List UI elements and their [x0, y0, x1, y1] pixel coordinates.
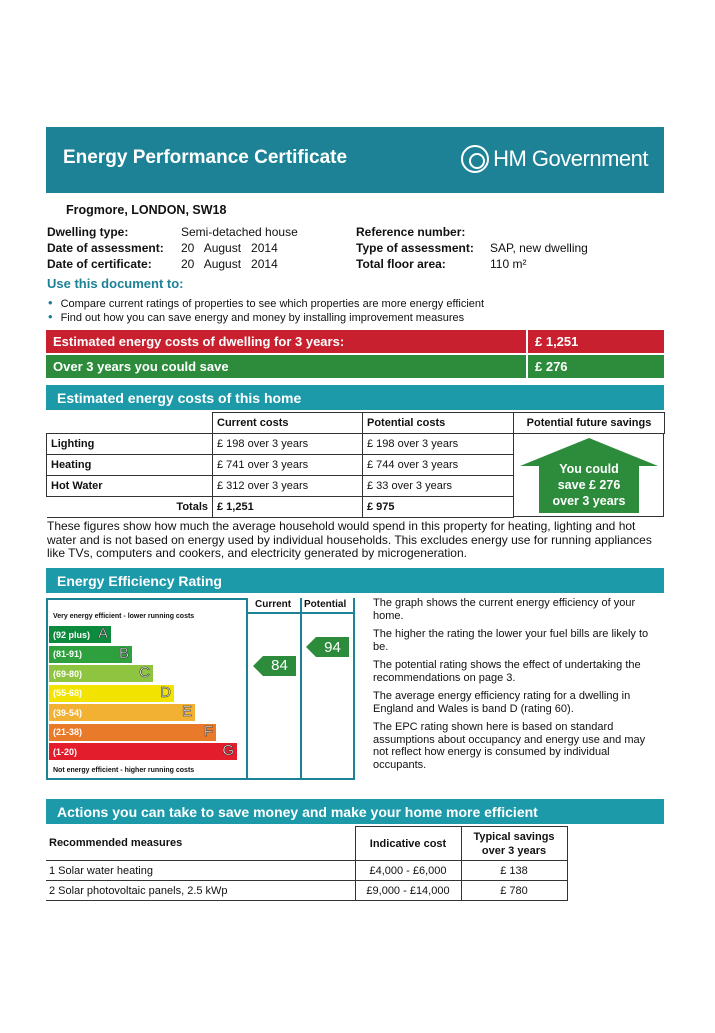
save-bar-label: Over 3 years you could save — [46, 355, 526, 378]
type-assessment-value: SAP, new dwelling — [490, 241, 588, 255]
col-potential-head: Potential — [304, 599, 347, 610]
rating-band-range: (21-38) — [53, 727, 83, 737]
use-bullet: • Find out how you can save energy and money by installing improvement measures — [48, 309, 465, 324]
costs-paragraph: These figures show how much the average household would spend in this property for heating, lighting and hot water and is not based on energy used by individual households. This excludes energy use for running appliances like TVs, computers and cookers, and electricity generated by microgeneration. — [47, 519, 652, 560]
floor-area-value: 110 m² — [490, 257, 527, 271]
rating-band-range: (39-54) — [53, 707, 83, 718]
gov-logo — [461, 145, 648, 173]
col-future: Potential future savings — [514, 413, 665, 434]
date-assessment-label: Date of assessment: — [47, 241, 164, 255]
rating-text: The potential rating shows the effect of undertaking the recommendations on page 3. — [373, 659, 641, 684]
actions-section-title: Actions you can take to save money and make your home more efficient — [46, 799, 664, 824]
header-banner — [46, 127, 664, 193]
rating-band-g — [49, 743, 237, 760]
rating-band-range: (69-80) — [53, 668, 83, 679]
dwelling-type-label: Dwelling type: — [47, 225, 129, 239]
col-savings: Typical savings over 3 years — [461, 827, 567, 861]
rating-band-letter: G — [222, 742, 234, 759]
date-certificate-value: 20 August 2014 — [181, 257, 278, 271]
col-potential: Potential costs — [363, 413, 514, 434]
chart-divider — [246, 778, 355, 780]
rating-text: The EPC rating shown here is based on standard assumptions about occupancy and energy use and may not reflect how energy is consumed by individual occupants. — [373, 721, 646, 771]
chart-divider — [246, 612, 355, 614]
page-title: Energy Performance Certificate — [63, 147, 348, 168]
chart-divider — [353, 598, 355, 780]
cost-bar-value: £ 1,251 — [528, 330, 664, 353]
rating-band-letter: F — [203, 722, 213, 740]
rating-band-d — [49, 685, 174, 702]
rating-band-e — [49, 704, 195, 721]
use-title: Use this document to: — [47, 276, 184, 291]
reference-label: Reference number: — [356, 225, 466, 239]
potential-rating-marker: 94 — [316, 637, 349, 657]
type-assessment-label: Type of assessment: — [356, 241, 474, 255]
savings-arrow-icon: You could save £ 276 over 3 years — [520, 438, 658, 513]
rating-band-c — [49, 665, 153, 682]
dwelling-type-value: Semi-detached house — [181, 225, 298, 239]
save-bar-value: £ 276 — [528, 355, 664, 378]
gov-logo-text: HM Government — [493, 146, 648, 171]
bottom-note: Not energy efficient - higher running costs — [53, 767, 195, 774]
crest-icon — [461, 145, 489, 173]
top-note: Very energy efficient - lower running costs — [53, 613, 195, 620]
col-cost: Indicative cost — [355, 827, 461, 861]
col-measures: Recommended measures — [46, 827, 355, 861]
table-row: Totals £ 1,251 £ 975 — [47, 497, 665, 518]
table-row: 1 Solar water heating £4,000 - £6,000 £ 138 — [46, 861, 567, 881]
rating-band-letter: B — [118, 644, 129, 662]
rating-text: The average energy efficiency rating for a dwelling in England and Wales is band D (rating 60). — [373, 690, 631, 715]
table-row: 2 Solar photovoltaic panels, 2.5 kWp £9,000 - £14,000 £ 780 — [46, 881, 567, 901]
table-row: Hot Water £ 312 over 3 years £ 33 over 3 years — [47, 476, 665, 497]
rating-band-f — [49, 724, 216, 741]
chart-divider — [300, 598, 302, 780]
floor-area-label: Total floor area: — [356, 257, 446, 271]
date-assessment-value: 20 August 2014 — [181, 241, 278, 255]
rating-text: The higher the rating the lower your fuel bills are likely to be. — [373, 628, 649, 653]
rating-section-title: Energy Efficiency Rating — [46, 568, 664, 593]
table-row: Lighting £ 198 over 3 years £ 198 over 3 years — [47, 434, 665, 455]
rating-band-letter: E — [181, 703, 192, 720]
current-rating-marker: 84 — [263, 656, 296, 676]
date-certificate-label: Date of certificate: — [47, 257, 152, 271]
rating-band-letter: C — [139, 664, 150, 681]
col-current: Current costs — [213, 413, 363, 434]
rating-band-letter: D — [160, 683, 171, 701]
actions-table — [46, 826, 568, 901]
chart-divider — [246, 598, 248, 780]
table-row: Heating £ 741 over 3 years £ 744 over 3 years — [47, 455, 665, 476]
rating-band-range: (92 plus) — [53, 629, 91, 640]
col-current-head: Current — [255, 599, 292, 610]
future-savings-cell — [513, 433, 664, 517]
rating-band-b — [49, 646, 132, 663]
costs-section-title: Estimated energy costs of this home — [46, 385, 664, 410]
rating-band-range: (81-91) — [53, 649, 83, 659]
use-bullet: • Compare current ratings of properties to see which properties are more energy efficient — [48, 295, 485, 310]
rating-band-range: (55-68) — [53, 688, 83, 698]
rating-band-letter: A — [97, 625, 108, 642]
rating-text: The graph shows the current energy efficiency of your home. — [373, 597, 636, 622]
cost-bar-label: Estimated energy costs of dwelling for 3 years: — [46, 330, 526, 353]
address: Frogmore, LONDON, SW18 — [66, 203, 227, 217]
rating-band-a — [49, 626, 111, 643]
rating-band-range: (1-20) — [53, 746, 78, 757]
